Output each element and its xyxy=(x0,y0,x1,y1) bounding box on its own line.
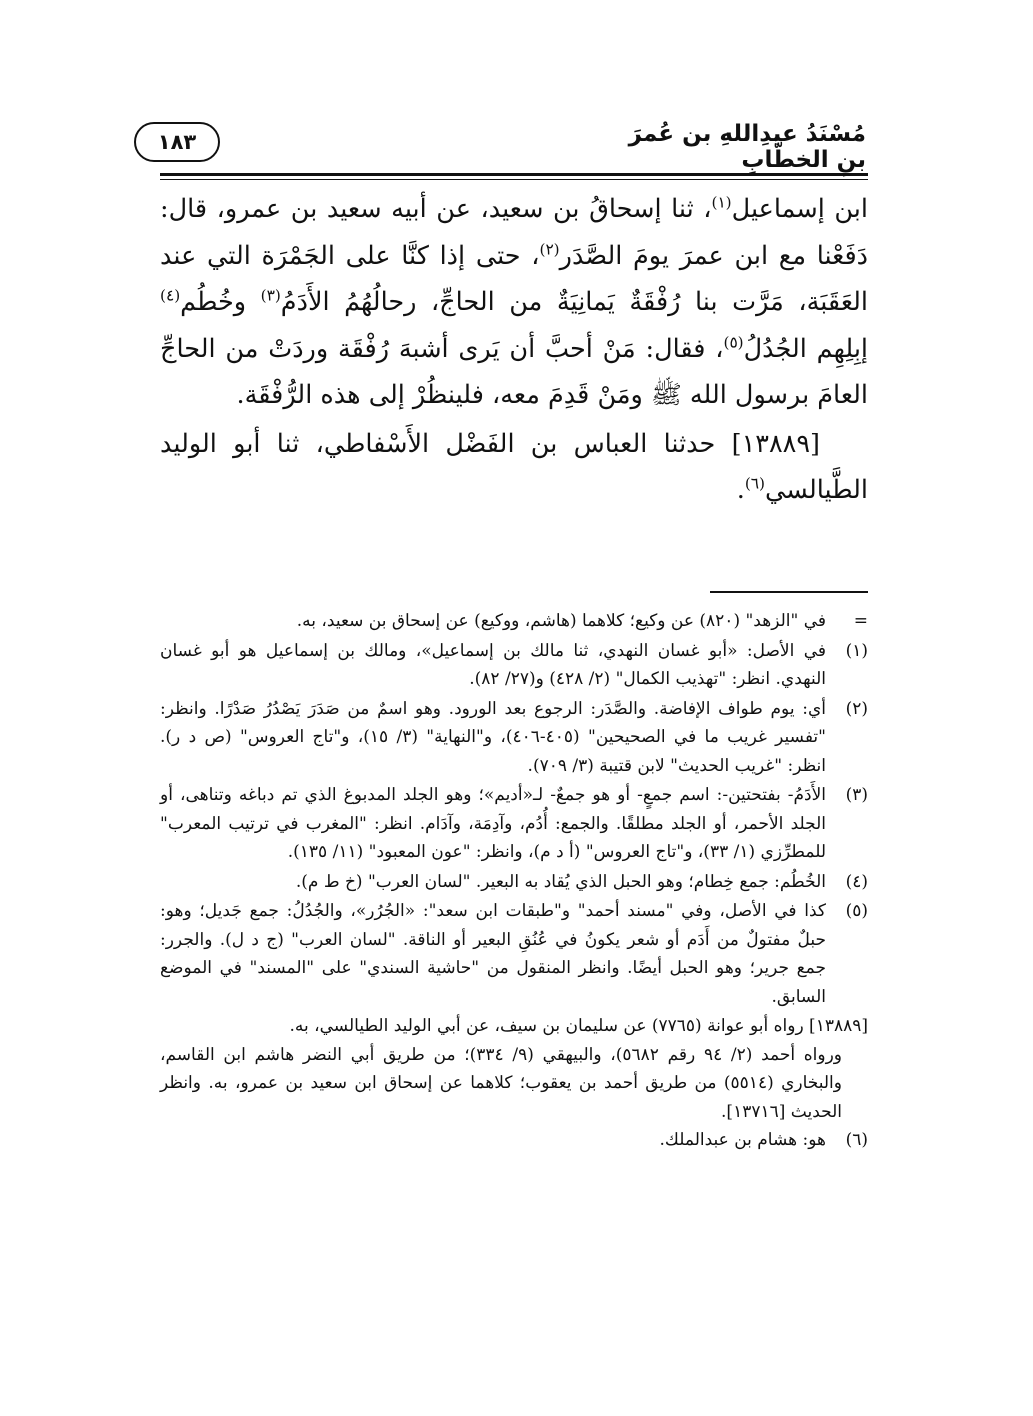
body-text: . xyxy=(736,475,745,505)
footnote-text: أي: يوم طواف الإفاضة. والصَّدَر: الرجوع بعد الورود. وهو اسمٌ من صَدَرَ يَصْدُرُ صَدْرًا. وانظر: "تفسير غريب ما في الصحيحين" (٤٠٥-٤٠٦)، و"النهاية" (٣/ ١٥)، و"تاج العروس" (ص د ر). انظر: "غريب الحديث" لابن قتيبة (٣/ ٧٠٩). xyxy=(160,698,826,776)
footnote-mark: (١) xyxy=(845,640,868,661)
header-rule-thick xyxy=(160,173,868,176)
footnote-text: الأَدَمُ- بفتحتين-: اسم جمعٍ- أو هو جمعٌ- لـ«أديم»؛ وهو الجلد المدبوغ الذي تم دباغه وتناهى، أو الجلد الأحمر، أو الجلد مطلقًا. والجمع: أُدُم، وآدِمَة، وآدَام. انظر: "المغرب في ترتيب المعرب" للمطرِّزي (١/ ٣٣)، و"تاج العروس" (أ د م)، وانظر: "عون المعبود" (١١/ ١٣٥). xyxy=(160,785,826,862)
body-text: وخُطُم xyxy=(180,287,261,317)
footnote xyxy=(160,868,868,897)
footnote-mark: (٢) xyxy=(845,698,868,719)
footnote-separator xyxy=(710,591,868,593)
body-text: ، فقال: مَنْ أحبَّ أن يَرى أشبهَ رُفْقَة وردَتْ من الحاجِّ العامَ برسول الله ﷺ ومَنْ قَدِمَ معه، فلينظُرْ إلى هذه الرُّفْقَة. xyxy=(160,333,868,410)
page-number-badge xyxy=(134,122,220,162)
footnote-mark: (٣) xyxy=(845,785,868,805)
body-text: [١٣٨٨٩] حدثنا العباس بن الفَضْل الأَسْفاطي، ثنا أبو الوليد الطَّيالسي xyxy=(160,428,868,505)
footnote xyxy=(160,695,868,781)
footnote-ref: (٢) xyxy=(539,240,560,258)
footnote-text: في الأصل: «أبو غسان النهدي، ثنا مالك بن إسماعيل»، ومالك بن إسماعيل هو أبو غسان النهدي. انظر: "تهذيب الكمال" (٢/ ٤٢٨) و(٢٧/ ٨٢). xyxy=(160,640,826,689)
footnote-text: في "الزهد" (٨٢٠) عن وكيع؛ كلاهما (هاشم، ووكيع) عن إسحاق بن سعيد، به. xyxy=(296,611,826,631)
footnote xyxy=(160,897,868,1011)
body-text: ، حتى إذا كنَّا على الجَمْرَة التي عند العَقَبَة، مَرَّت بنا رُفْقَةٌ يَمانِيَةٌ من الحاجِّ، رحالُهُمُ الأَدَمُ xyxy=(160,240,868,317)
footnote xyxy=(160,781,868,867)
takhrij-first-line: [١٣٨٨٩] رواه أبو عوانة (٧٧٦٥) عن سليمان بن سيف، عن أبي الوليد الطيالسي، به. xyxy=(289,1016,868,1036)
body-text: ، ثنا إسحاقُ بن سعيد، عن أبيه سعيد بن عمرو، قال: دَفَعْنا مع ابن عمرَ يومَ الصَّدَر xyxy=(160,194,869,271)
footnote-ref: (٦) xyxy=(744,474,765,493)
main-text xyxy=(160,186,868,514)
footnote-text: الخُطُم: جمع خِطام؛ وهو الحبل الذي يُقاد به البعير. "لسان العرب" (خ ط م). xyxy=(295,871,826,892)
footnote-ref: (٣) xyxy=(260,286,281,305)
footnote-ref: (٤) xyxy=(160,286,181,305)
header-rule-thin xyxy=(160,179,868,180)
footnote-mark: (٥) xyxy=(845,901,868,921)
takhrij-text: ورواه أحمد (٢/ ٩٤ رقم ٥٦٨٢)، والبيهقي (٩/ ٣٣٤)؛ من طريق أبي النضر هاشم ابن القاسم، والبخاري (٥٥١٤) من طريق أحمد بن يعقوب؛ كلاهما عن إسحاق ابن سعيد بن عمرو، به. وانظر الحديث [١٣٧١٦]. xyxy=(160,1044,843,1122)
takhrij-note xyxy=(160,1012,868,1126)
footnote-ref: (١) xyxy=(711,193,732,212)
footnote-mark: (٤) xyxy=(845,871,868,892)
footnote xyxy=(160,637,868,694)
footnote-mark: (٦) xyxy=(845,1130,868,1150)
body-text: إبِلِهِم الجُدُلُ xyxy=(743,333,869,364)
body-paragraph xyxy=(160,186,868,419)
footnote-text: هو: هشام بن عبدالملك. xyxy=(659,1130,826,1150)
footnotes xyxy=(160,607,868,1156)
hadith-paragraph xyxy=(160,421,868,514)
page-number: ١٨٣ xyxy=(157,130,197,154)
footnote-text: كذا في الأصل، وفي "مسند أحمد" و"طبقات ابن سعد": «الجُرُر»، والجُدُلُ: جمع جَديل؛ وهو: حبلٌ مفتولٌ من أَدَم أو شعر يكونُ في عُنُقِ البعير أو الناقة. "لسان العرب" (ج د ل). والجرر: جمع جرير؛ وهو الحبل أيضًا. وانظر المنقول من "حاشية السندي" على "المسند" في الموضع السابق. xyxy=(160,901,826,1007)
body-text: ابن إسماعيل xyxy=(731,194,868,224)
footnote-ref: (٥) xyxy=(723,333,744,351)
footnote-mark: = xyxy=(853,611,868,631)
running-title: مُسْنَدُ عبدِاللهِ بن عُمرَ بنِ الخطَّابِ xyxy=(628,121,866,173)
footnote xyxy=(160,1126,868,1155)
footnote xyxy=(160,607,868,636)
